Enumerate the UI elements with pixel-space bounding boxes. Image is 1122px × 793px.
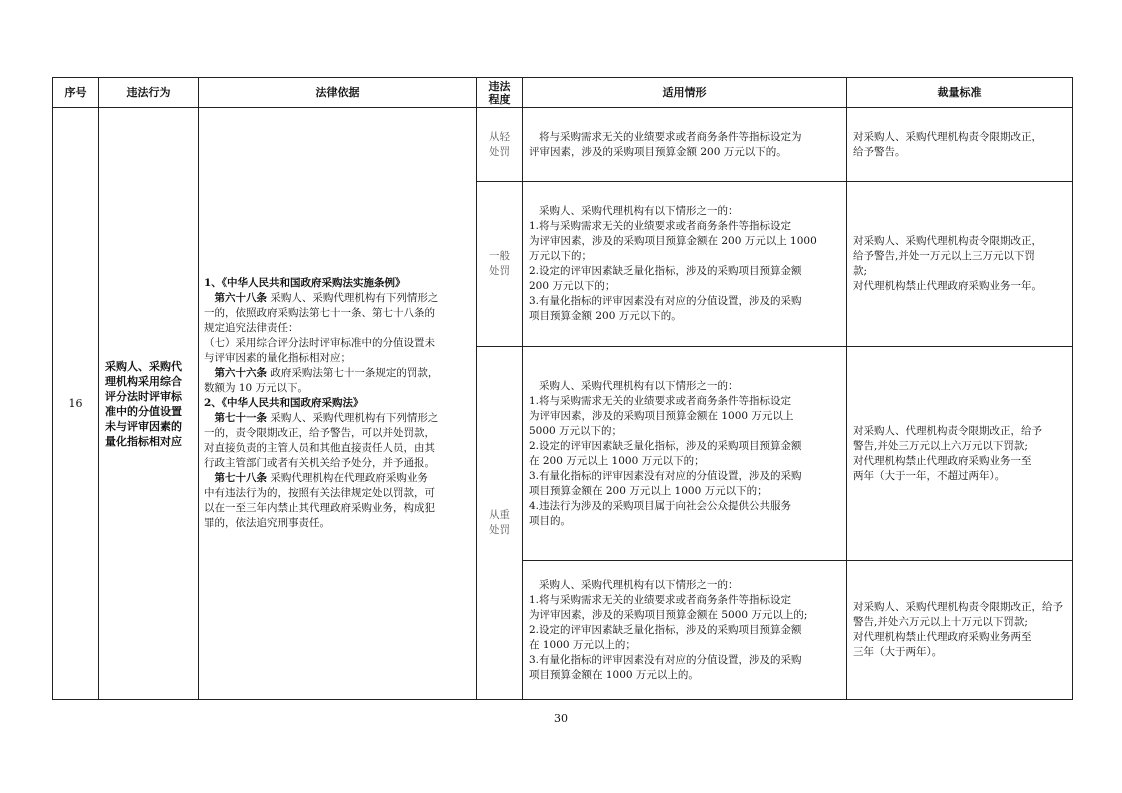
article-number: 第六十八条 — [214, 292, 267, 304]
standard-heavy-extra — [847, 561, 1073, 700]
situation-line: 3.有量化指标的评审因素没有对应的分值设置，涉及的采购 — [529, 469, 802, 482]
legal-line: 与评审因素的量化指标相对应； — [204, 352, 351, 364]
article-number: 第七十一条 — [214, 412, 267, 424]
situation-line: 1.将与采购需求无关的业绩要求或者商务条件等指标设定 — [529, 593, 792, 606]
violation-behavior — [99, 108, 199, 700]
standard-line: 对代理机构禁止代理政府采购业务两至 — [853, 631, 1032, 643]
standard-heavy — [847, 347, 1073, 561]
situation-line: 4.违法行为涉及的采购项目属于向社会公众提供公共服务 — [529, 499, 792, 512]
situation-line: 5000 万元以下的； — [529, 424, 623, 437]
legal-line — [204, 471, 471, 486]
situation-line: 为评审因素，涉及的采购项目预算金额在 1000 万元以上 — [529, 409, 794, 422]
situation-line: 评审因素，涉及的采购项目预算金额 200 万元以下的。 — [529, 145, 787, 158]
behavior-line: 采购人、采购代 — [105, 359, 182, 373]
degree-line: 处罚 — [489, 265, 510, 277]
standard-general — [847, 182, 1073, 347]
situation-heavy-extra — [523, 561, 847, 700]
standard-line: 警告,并处三万元以上六万元以下罚款; — [853, 439, 1028, 452]
situation-general — [523, 182, 847, 347]
standard-line: 警告,并处六万元以上十万元以下罚款; — [853, 616, 1028, 628]
degree-line: 处罚 — [489, 145, 510, 158]
situation-line: 为评审因素，涉及的采购项目预算金额在 5000 万元以上的; — [529, 608, 808, 621]
legal-text: 采购代理机构在代理政府采购业务 — [267, 472, 428, 484]
situation-light — [523, 108, 847, 182]
legal-line: 以在一至三年内禁止其代理政府采购业务，构成犯 — [204, 502, 435, 514]
degree-heavy — [477, 347, 523, 700]
degree-line: 从重 — [489, 509, 510, 521]
situation-line: 项目预算金额在 200 万元以上 1000 万元以下的； — [529, 484, 768, 497]
standard-line: 对代理机构禁止代理政府采购业务一至 — [853, 454, 1032, 467]
situation-line: 万元以下的； — [529, 250, 592, 262]
standard-line: 对采购人、采购代理机构责令限期改正， — [853, 235, 1042, 247]
standard-line: 三年（大于两年）。 — [853, 646, 943, 658]
legal-line — [204, 291, 471, 306]
standard-line: 给予警告,并处一万元以上三万元以下罚 — [853, 250, 1035, 262]
situation-line: 项目的。 — [529, 514, 571, 527]
degree-light — [477, 108, 523, 182]
situation-line: 采购人、采购代理机构有以下情形之一的： — [539, 578, 739, 591]
behavior-line: 量化指标相对应 — [105, 434, 182, 448]
legal-line — [204, 366, 471, 381]
situation-line: 3.有量化指标的评审因素没有对应的分值设置，涉及的采购 — [529, 653, 802, 666]
article-number: 第六十六条 — [214, 367, 267, 379]
legal-text: 政府采购法第七十一条规定的罚款， — [267, 367, 439, 379]
header-degree-line-1: 违法 — [488, 79, 511, 93]
header-situation: 适用情形 — [523, 78, 847, 108]
situation-line: 1.将与采购需求无关的业绩要求或者商务条件等指标设定 — [529, 394, 792, 407]
situation-line: 3.有量化指标的评审因素没有对应的分值设置，涉及的采购 — [529, 295, 802, 307]
legal-line: 一的，依照政府采购法第七十一条、第七十八条的 — [204, 307, 435, 319]
legal-line: 规定追究法律责任： — [204, 322, 299, 334]
situation-heavy — [523, 347, 847, 561]
situation-line: 采购人、采购代理机构有以下情形之一的： — [539, 205, 739, 217]
header-behavior: 违法行为 — [99, 78, 199, 108]
behavior-line: 理机构采用综合 — [105, 374, 182, 388]
row-seq: 16 — [53, 108, 99, 700]
situation-line: 在 200 万元以上 1000 万元以下的； — [529, 454, 705, 467]
standard-line: 对采购人、采购代理机构责令限期改正， — [853, 130, 1042, 143]
degree-line: 从轻 — [489, 130, 510, 143]
situation-line: 200 万元以下的； — [529, 280, 616, 292]
degree-line: 一般 — [489, 250, 510, 262]
degree-line: 处罚 — [489, 524, 510, 536]
degree-general — [477, 182, 523, 347]
legal-line: 行政主管部门或者有关机关给予处分，并予通报。 — [204, 457, 435, 469]
situation-line: 为评审因素，涉及的采购项目预算金额在 200 万元以上 1000 — [529, 235, 817, 247]
behavior-line: 准中的分值设置 — [105, 404, 182, 418]
situation-line: 在 1000 万元以上的； — [529, 638, 636, 651]
behavior-line: 未与评审因素的 — [105, 419, 182, 433]
standard-line: 对代理机构禁止代理政府采购业务一年。 — [853, 280, 1042, 292]
standard-line: 两年（大于一年，不超过两年）。 — [853, 469, 1006, 482]
header-degree-line-2: 程度 — [488, 92, 511, 106]
legal-line: 数额为 10 万元以下。 — [204, 382, 309, 394]
legal-line: 2、《中华人民共和国政府采购法》 — [204, 397, 364, 409]
header-seq: 序号 — [53, 78, 99, 108]
legal-text: 采购人、采购代理机构有下列情形之 — [267, 412, 439, 424]
legal-text: 采购人、采购代理机构有下列情形之 — [267, 292, 439, 304]
situation-line: 项目预算金额 200 万元以下的。 — [529, 310, 682, 322]
standard-light — [847, 108, 1073, 182]
situation-line: 2.设定的评审因素缺乏量化指标，涉及的采购项目预算金额 — [529, 265, 802, 277]
legal-line: 1、《中华人民共和国政府采购法实施条例》 — [204, 277, 406, 289]
legal-line — [204, 411, 471, 426]
header-standard: 裁量标准 — [847, 78, 1073, 108]
penalty-standard-table — [52, 77, 1073, 700]
legal-line: 一的，责令限期改正，给予警告，可以并处罚款， — [204, 427, 435, 439]
legal-line: （七）采用综合评分法时评审标准中的分值设置未 — [204, 337, 435, 349]
behavior-line: 评分法时评审标 — [105, 389, 182, 403]
standard-line: 款; — [853, 265, 868, 277]
situation-line: 采购人、采购代理机构有以下情形之一的： — [539, 379, 739, 392]
situation-line: 将与采购需求无关的业绩要求或者商务条件等指标设定为 — [539, 130, 802, 143]
article-number: 第七十八条 — [214, 472, 267, 484]
table-row — [53, 108, 1073, 182]
situation-line: 项目预算金额在 1000 万元以上的。 — [529, 668, 699, 681]
legal-line: 对直接负责的主管人员和其他直接责任人员，由其 — [204, 442, 435, 454]
situation-line: 2.设定的评审因素缺乏量化指标，涉及的采购项目预算金额 — [529, 623, 802, 636]
header-row — [53, 78, 1073, 108]
standard-line: 对采购人、采购代理机构责令限期改正，给予 — [853, 601, 1063, 613]
situation-line: 1.将与采购需求无关的业绩要求或者商务条件等指标设定 — [529, 220, 792, 232]
header-legal-basis: 法律依据 — [199, 78, 477, 108]
legal-line: 罪的，依法追究刑事责任。 — [204, 517, 330, 529]
situation-line: 2.设定的评审因素缺乏量化指标，涉及的采购项目预算金额 — [529, 439, 802, 452]
standard-line: 对采购人、代理机构责令限期改正，给予 — [853, 424, 1042, 437]
legal-line: 中有违法行为的，按照有关法律规定处以罚款，可 — [204, 487, 435, 499]
header-degree — [477, 78, 523, 108]
standard-line: 给予警告。 — [853, 145, 906, 158]
legal-basis — [199, 108, 477, 700]
page-number: 30 — [554, 712, 568, 725]
